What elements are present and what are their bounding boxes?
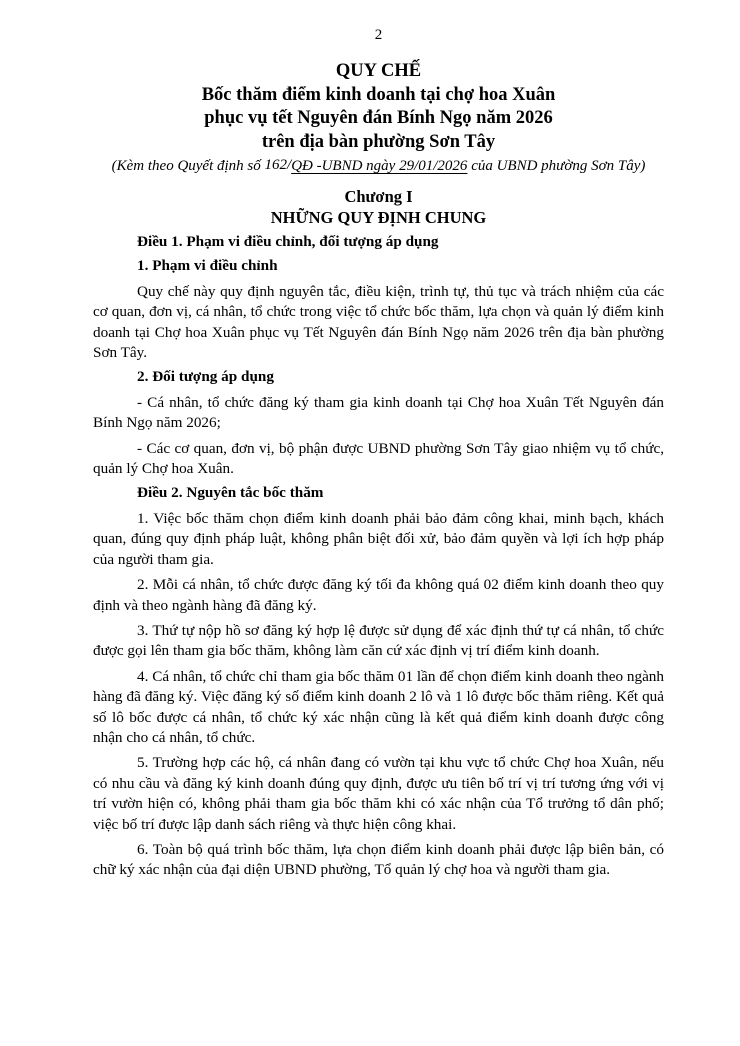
reference-prefix: (Kèm theo Quyết định số (111, 158, 265, 174)
chapter-title: NHỮNG QUY ĐỊNH CHUNG (270, 208, 487, 227)
chapter-label: Chương I (344, 187, 413, 206)
document-body (93, 232, 664, 881)
article-1-heading: Điều 1. Phạm vi điều chỉnh, đối tượng áp dụng (137, 233, 439, 250)
article-1-clause-2-heading: 2. Đối tượng áp dụng (137, 368, 274, 386)
attachment-reference-line (93, 155, 664, 177)
document-subtitle-line-3: trên địa bàn phường Sơn Tây (261, 131, 496, 152)
document-subtitle-line-2: phục vụ tết Nguyên đán Bính Ngọ năm 2026 (204, 108, 553, 128)
paragraph: 2. Mỗi cá nhân, tổ chức được đăng ký tối đa không quá 02 điểm kinh doanh theo quy định và theo ngành hàng đã đăng ký. (93, 576, 664, 614)
paragraph: 3. Thứ tự nộp hồ sơ đăng ký hợp lệ được sử dụng để xác định thứ tự cá nhân, tổ chức được gọi lên tham gia bốc thăm, không làm căn cứ xác định vị trí điểm kinh doanh. (93, 621, 664, 660)
paragraph: 1. Việc bốc thăm chọn điểm kinh doanh phải bảo đảm công khai, minh bạch, khách quan, đúng quy định pháp luật, không phân biệt đối xử, bảo đảm quyền và lợi ích hợp pháp của người tham gia. (93, 509, 664, 568)
paragraph: 5. Trường hợp các hộ, cá nhân đang có vườn tại khu vực tổ chức Chợ hoa Xuân, nếu có nhu cầu và đăng ký kinh doanh đúng quy định, được ưu tiên bố trí vị trí tương ứng với vị trí vườn hiện có, không phải tham gia bốc thăm khi có xác nhận của Tổ trưởng tổ dân phố; việc bố trí được lập danh sách riêng và thực hiện công khai. (93, 754, 664, 833)
document-title: QUY CHẾ (335, 61, 422, 81)
decision-number: 162/ (264, 157, 292, 173)
reference-suffix: của UBND phường Sơn Tây) (467, 158, 646, 174)
document-subtitle-line-1: Bốc thăm điểm kinh doanh tại chợ hoa Xuân (201, 84, 556, 105)
document-header (93, 60, 664, 177)
article-1-clause-1-heading: 1. Phạm vi điều chỉnh (137, 257, 278, 275)
reference-underlined-part: QĐ -UBND ngày 29/01/2026 (291, 158, 468, 174)
page-number: 2 (374, 27, 383, 43)
paragraph: - Các cơ quan, đơn vị, bộ phận được UBND phường Sơn Tây giao nhiệm vụ tổ chức, quản lý Chợ hoa Xuân. (93, 439, 664, 478)
paragraph: - Cá nhân, tổ chức đăng ký tham gia kinh doanh tại Chợ hoa Xuân Tết Nguyên đán Bính Ngọ năm 2026; (93, 393, 664, 432)
paragraph: 4. Cá nhân, tổ chức chỉ tham gia bốc thăm 01 lần để chọn điểm kinh doanh theo ngành hàng đã đăng ký. Việc đăng ký số điểm kinh doanh 2 lô và 1 lô được bốc thăm riêng. Kết quả số lô bốc được cá nhân, tổ chức ký xác nhận cũng là kết quả điểm kinh doanh được công nhận cho cá nhân, tổ chức. (93, 667, 664, 746)
paragraph: Quy chế này quy định nguyên tắc, điều kiện, trình tự, thủ tục và trách nhiệm của các cơ quan, đơn vị, cá nhân, tổ chức trong việc tổ chức bốc thăm, lựa chọn và quản lý điểm kinh doanh tại Chợ hoa Xuân phục vụ Tết Nguyên đán Bính Ngọ năm 2026 trên địa bàn phường Sơn Tây. (93, 282, 664, 362)
paragraph: 6. Toàn bộ quá trình bốc thăm, lựa chọn điểm kinh doanh phải được lập biên bản, có chữ ký xác nhận của đại diện UBND phường, Tổ quản lý chợ hoa và người tham gia. (93, 840, 664, 879)
article-2-heading: Điều 2. Nguyên tắc bốc thăm (137, 484, 324, 502)
chapter-heading (93, 186, 664, 228)
